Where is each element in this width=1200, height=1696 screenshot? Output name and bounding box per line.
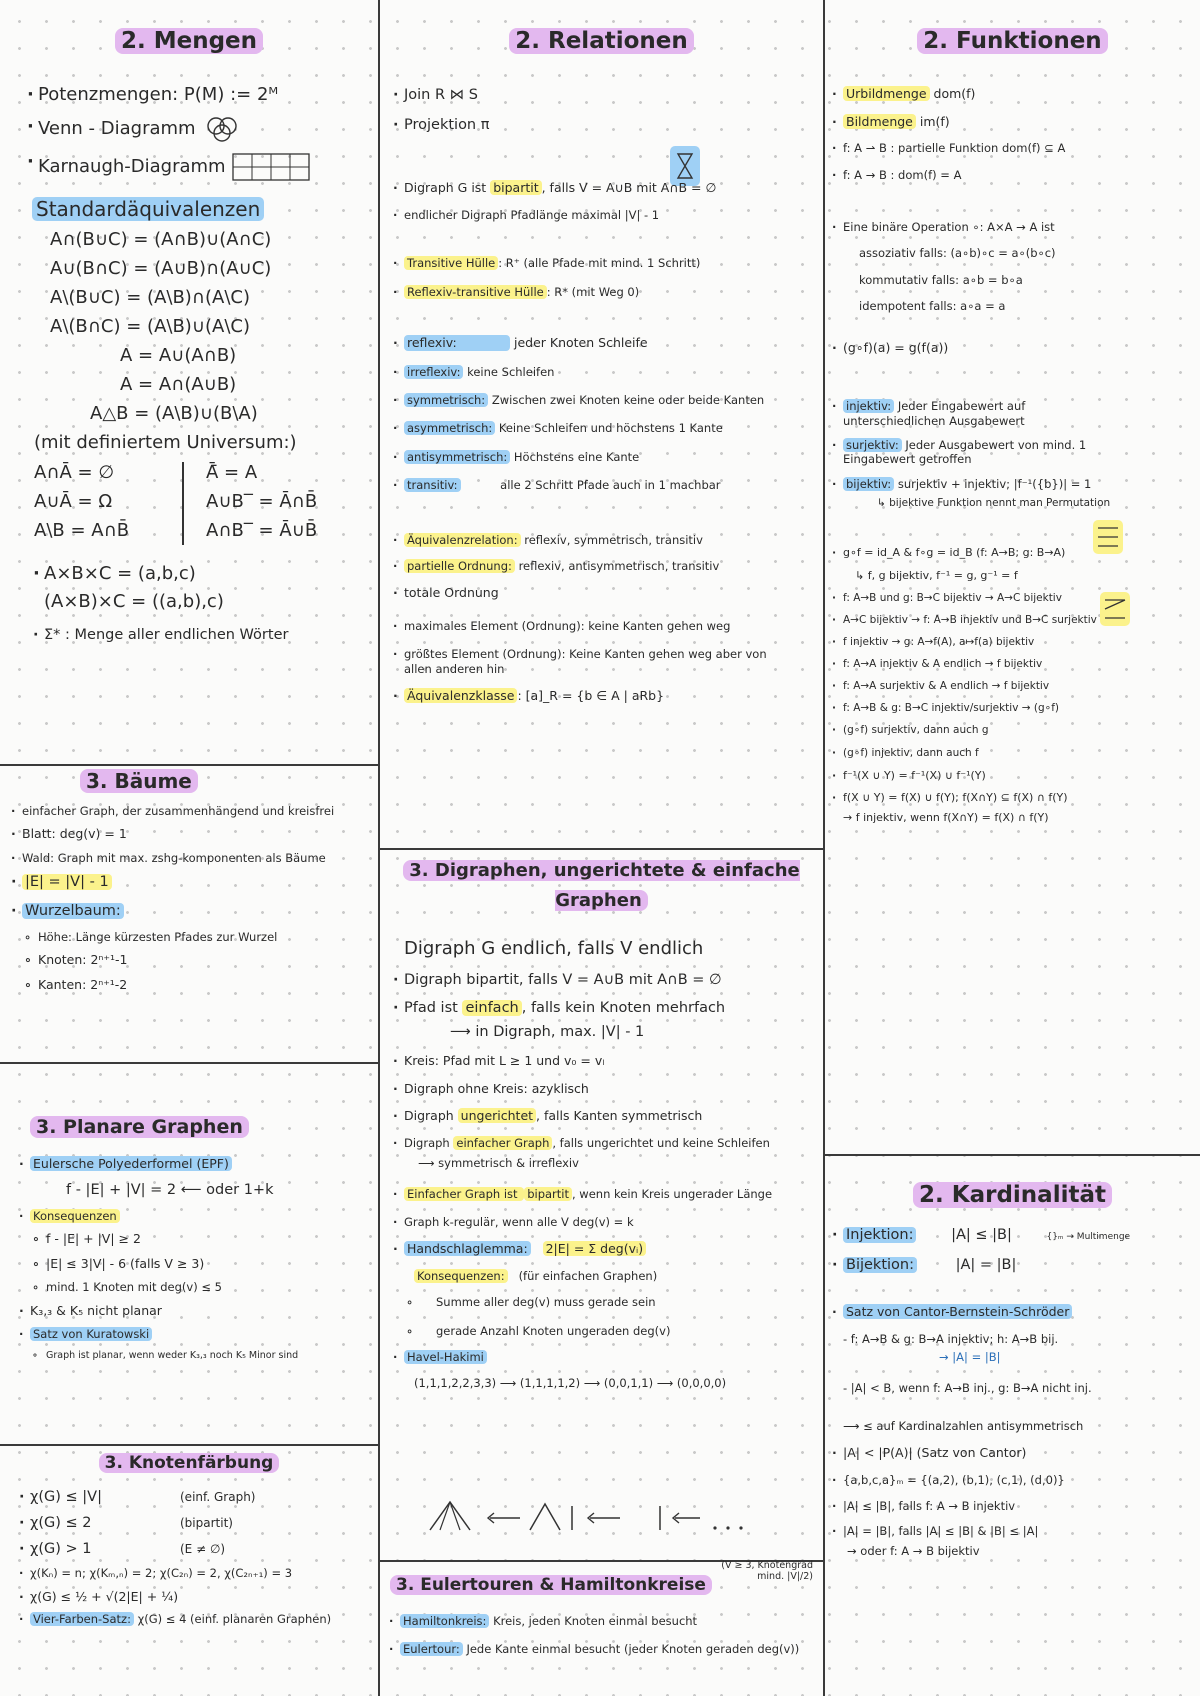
item-op-property: idempotent falls: a∘a = a (859, 299, 1006, 314)
item-einfacher-graph: · Digraph einfacher Graph , falls ungerichtet und keine Schleifen (390, 1136, 823, 1150)
item-join: · Join R ⋈ S (390, 86, 823, 104)
item-kuratowski-sub: ∘ Graph ist planar, wenn weder K₃,₃ noch K₅ Minor sind (16, 1350, 378, 1362)
item-antisymmetrisch: ⟶ ≤ auf Kardinalzahlen antisymmetrisch (843, 1419, 1084, 1433)
section-title: 3. Bäume (0, 766, 378, 796)
item-blatt: · Blatt: deg(v) = 1 (8, 826, 378, 842)
item-kanten-anzahl: · |E| = |V| - 1 (8, 873, 378, 891)
item-wurzelbaum: · Wurzelbaum: (8, 902, 378, 920)
item-konsequenz: ∘ |E| ≤ 3|V| - 6 (falls V ≥ 3) (16, 1256, 378, 1272)
item-projektion: · Projektion π (390, 116, 823, 134)
item-rule: ↳ f, g bijektiv, f⁻¹ = g, g⁻¹ = f (855, 568, 1018, 582)
relation-properties (380, 335, 823, 493)
item-k33-k5: · K₃,₃ & K₅ nicht planar (16, 1303, 378, 1319)
item-property: · irreflexiv: keine Schleifen (390, 365, 823, 379)
universe-right-row: A∪B‾ = Ā∩B̄ (206, 490, 318, 512)
item-tuple: (A×B)×C = ((a,b),c) (44, 591, 224, 612)
item-konsequenz: ∘ f - |E| + |V| ≥ 2 (16, 1231, 378, 1247)
item-konsequenz: ∘ Summe aller deg(v) muss gerade sein (390, 1295, 823, 1309)
item-digraph-bipartit: · Digraph G ist bipartit , falls V = A∪B mit A∩B = ∅ (390, 180, 823, 196)
item-vierfarben: · Vier-Farben-Satz: χ(G) ≤ 4 (einf. planaren Graphen) (16, 1612, 378, 1626)
item-bipartit: · Digraph bipartit, falls V = A∪B mit A∩B = ∅ (390, 971, 823, 989)
item-property: · reflexiv: jeder Knoten Schleife (390, 335, 823, 351)
item-rule: · (g∘f) surjektiv, dann auch g (829, 724, 1200, 737)
item-bijektiv: · bijektiv: surjektiv + injektiv; |f⁻¹({b})| = 1 (829, 477, 1200, 491)
equivalence-row: A\(B∩C) = (A\B)∪(A\C) (50, 315, 250, 337)
item-injektion: · Injektion: |A| ≤ |B| {}ₘ → Multimenge (829, 1226, 1200, 1244)
item-rule: · (g∘f) injektiv, dann auch f (829, 747, 1200, 760)
item-gleich-sub: → oder f: A → B bijektiv (847, 1544, 980, 1559)
item-epf: · Eulersche Polyederformel (EPF) (16, 1156, 378, 1172)
item-maximales-element: · maximales Element (Ordnung): keine Kanten gehen weg (390, 619, 823, 633)
section-mengen (0, 26, 378, 654)
item-azyklisch: · Digraph ohne Kreis: azyklisch (390, 1081, 823, 1097)
universe-left-row: A∪Ā = Ω (34, 490, 113, 512)
item-wald: · Wald: Graph mit max. zshg-komponenten als Bäume (8, 851, 378, 865)
item-konsequenzen: Konsequenzen: (für einfachen Graphen) (390, 1269, 823, 1283)
item-kleiner: - |A| < B, wenn f: A→B inj., g: B→A nicht inj. (843, 1380, 1092, 1395)
item-bildmenge: · Bildmenge im(f) (829, 114, 1200, 130)
item-baum-def: · einfacher Graph, der zusammenhängend und kreisfrei (8, 804, 378, 818)
item-permutation: ↳ bijektive Funktion nennt man Permutation (877, 497, 1111, 509)
item-bijektion: · Bijektion: |A| = |B| (829, 1256, 1200, 1274)
item-havel-hakimi: · Havel-Hakimi (390, 1350, 823, 1364)
item-multimenge: · {a,b,c,a}ₘ = {(a,2), (b,1), (c,1), (d,0)} (829, 1473, 1200, 1487)
item-surjektiv: · surjektiv: Jeder Ausgabewert von mind. 1 Eingabewert getroffen (829, 438, 1200, 467)
equivalence-row: A∪(B∩C) = (A∪B)∩(A∪C) (50, 257, 272, 279)
section-baeume (0, 766, 378, 1001)
item-totale-ordnung: · totale Ordnung (390, 585, 823, 601)
item-knoten: ∘ Knoten: 2ⁿ⁺¹-1 (8, 952, 378, 968)
equivalence-row: A = A∪(A∩B) (120, 344, 237, 366)
section-title: 2. Kardinalität (825, 1180, 1200, 1210)
item-bipartit-kreis: · Einfacher Graph ist bipartit , wenn kein Kreis ungerader Länge (390, 1187, 823, 1201)
section-title: 3. Knotenfärbung (0, 1448, 378, 1478)
item-rule: · f: A→A injektiv & A endlich → f bijektiv (829, 658, 1200, 671)
item-rule: → f injektiv, wenn f(X∩Y) = f(X) ∩ f(Y) (843, 811, 1049, 825)
column-left (0, 0, 378, 1696)
item-satz-von-cantor: · |A| < |P(A)| (Satz von Cantor) (829, 1445, 1200, 1461)
section-title: 3. Eulertouren & Hamiltonkreise (380, 1570, 823, 1600)
universe-table (0, 462, 378, 545)
item-aequivalenzrelation: · Äquivalenzrelation: reflexiv, symmetrisch, transitiv (390, 533, 823, 547)
section-relationen (380, 26, 823, 713)
header-standardaequivalenzen: Standardäquivalenzen (32, 197, 378, 221)
section-euler (380, 1560, 823, 1665)
equivalence-row: A\(B∪C) = (A\B)∩(A\C) (50, 286, 250, 308)
item-endlich: Digraph G endlich, falls V endlich (404, 938, 704, 959)
item-totale-funktion: · f: A → B : dom(f) = A (829, 168, 1200, 182)
item-rule: · f: A→A surjektiv & A endlich → f bijektiv (829, 680, 1200, 693)
item-konsequenz: ∘ mind. 1 Knoten mit deg(v) ≤ 5 (16, 1280, 378, 1294)
havel-hakimi-sketch (420, 1496, 750, 1536)
item-kuratowski: · Satz von Kuratowski (16, 1327, 378, 1341)
equivalence-row: A△B = (A\B)∪(B\A) (90, 402, 258, 424)
item-rule: · A→C bijektiv → f: A→B injektiv und B→C surjektiv (829, 614, 1200, 627)
item-rule: · g∘f = id_A & f∘g = id_B (f: A→B; g: B→A) (829, 546, 1200, 560)
item-komposition: · (g∘f)(a) = g(f(a)) (829, 340, 1200, 356)
column-middle (380, 0, 823, 1696)
universe-right-row: A∩B‾ = Ā∪B̄ (206, 519, 318, 541)
section-funktionen (825, 26, 1200, 833)
section-kardinal (825, 1180, 1200, 1567)
equivalence-list (0, 229, 378, 424)
equivalence-row: A = A∩(A∪B) (120, 373, 237, 395)
item-property: · antisymmetrisch: Höchstens eine Kante (390, 450, 823, 464)
item-hoehe: ∘ Höhe: Länge kürzesten Pfades zur Wurzel (8, 930, 378, 944)
item-property: · symmetrisch: Zwischen zwei Knoten keine oder beide Kanten (390, 393, 823, 407)
section-title: 2. Funktionen (825, 26, 1200, 56)
item-rule: · f: A→B und g: B→C bijektiv → A→C bijektiv (829, 592, 1200, 605)
item-injektiv: · injektiv: Jeder Eingabewert auf unterschiedlichen Ausgabewert (829, 399, 1200, 428)
item-kreis: · Kreis: Pfad mit L ≥ 1 und v₀ = vₗ (390, 1053, 823, 1069)
item-op-property: assoziativ falls: (a∘b)∘c = a∘(b∘c) (859, 246, 1056, 261)
item-chromatic: · χ(G) ≤ 2 (bipartit) (16, 1514, 378, 1532)
venn-diagram-icon (201, 116, 247, 142)
section-title: 2. Mengen (0, 26, 378, 56)
item-kleiner-gleich: · |A| ≤ |B|, falls f: A → B injektiv (829, 1499, 1200, 1513)
section-title: 3. Planare Graphen (0, 1112, 378, 1142)
universe-left-row: A∩Ā = ∅ (34, 461, 115, 483)
item-aequivalenzklasse: · Äquivalenzklasse : [a]_R = {b ∈ A | aRb} (390, 688, 823, 704)
item-chromatic-bound: · χ(G) ≤ ½ + √(2|E| + ¼) (16, 1589, 378, 1605)
item-property: · transitiv: alle 2 Schritt Pfade auch in 1 machbar (390, 478, 823, 492)
item-kanten: ∘ Kanten: 2ⁿ⁺¹-2 (8, 977, 378, 993)
column-right (825, 0, 1200, 1696)
item-cantor-result: → |A| = |B| (939, 1350, 1001, 1365)
item-urbildmenge: · Urbildmenge dom(f) (829, 86, 1200, 102)
item-rule: · f(X ∪ Y) = f(X) ∪ f(Y); f(X∩Y) ⊆ f(X) ∩ f(Y) (829, 791, 1200, 805)
item-ungerichtet: · Digraph ungerichtet , falls Kanten symmetrisch (390, 1108, 823, 1124)
item-k-regulaer: · Graph k-regulär, wenn alle V deg(v) = k (390, 1215, 823, 1229)
item-cantor-bernstein: · Satz von Cantor-Bernstein-Schröder (829, 1304, 1200, 1320)
item-chromatic: · χ(G) ≤ |V| (einf. Graph) (16, 1488, 378, 1506)
item-einfacher-graph-sub: ⟶ symmetrisch & irreflexiv (418, 1156, 579, 1171)
item-rule: · f: A→B & g: B→C injektiv/surjektiv → (g∘f) (829, 702, 1200, 715)
item-partielle-funktion: · f: A ⇀ B : partielle Funktion dom(f) ⊆ A (829, 141, 1200, 155)
item-potenzmengen: · Potenzmengen: P(M) := 2ᴹ (24, 84, 378, 107)
item-handschlaglemma: · Handschlaglemma: 2|E| = Σ deg(vᵢ) (390, 1241, 823, 1257)
item-chromatic-special: · χ(Kₙ) = n; χ(Kₘ,ₙ) = 2; χ(C₂ₙ) = 2, χ(C₂ₙ₊₁) = 3 (16, 1566, 378, 1580)
item-pfad-einfach: · Pfad ist einfach , falls kein Knoten mehrfach (390, 999, 823, 1017)
section-title: 2. Relationen (380, 26, 823, 56)
universe-note: (mit definiertem Universum:) (34, 431, 297, 453)
item-epf-formula: f - |E| + |V| = 2 ⟵ oder 1+k (66, 1181, 274, 1198)
item-pfadlaenge: · endlicher Digraph Pfadlänge maximal |V| - 1 (390, 208, 823, 222)
section-planar (0, 1112, 378, 1370)
item-chromatic: · χ(G) > 1 (E ≠ ∅) (16, 1540, 378, 1558)
item-venn: · Venn - Diagramm (24, 116, 378, 142)
item-op-property: kommutativ falls: a∘b = b∘a (859, 272, 1023, 287)
item-binaere-operation: · Eine binäre Operation ∘: A×A → A ist (829, 220, 1200, 234)
item-transitive-huelle: · Transitive Hülle : R⁺ (alle Pfade mit mind. 1 Schritt) (390, 256, 823, 270)
item-rule: · f⁻¹(X ∪ Y) = f⁻¹(X) ∪ f⁻¹(Y) (829, 769, 1200, 783)
item-konsequenzen: · Konsequenzen (16, 1209, 378, 1223)
universe-left-row: A\B = A∩B̄ (34, 519, 130, 541)
item-havel-sequence: (1,1,1,2,2,3,3) ⟶ (1,1,1,1,2) ⟶ (0,0,1,1) ⟶ (0,0,0,0) (414, 1376, 727, 1391)
section-faerbung (0, 1448, 378, 1635)
function-rules (825, 546, 1200, 825)
item-tuple: · A×B×C = (a,b,c) (30, 563, 378, 586)
section-digraphen (380, 856, 823, 1399)
equivalence-row: A∩(B∪C) = (A∩B)∪(A∩C) (50, 228, 272, 250)
section-title: 3. Digraphen, ungerichtete & einfache Graphen (380, 856, 823, 916)
item-rule: · f injektiv → g: A→f(A), a↦f(a) bijektiv (829, 636, 1200, 649)
item-eulertour: · Eulertour: Jede Kante einmal besucht (jeder Knoten geraden deg(v)) (386, 1642, 823, 1656)
item-pfad-max: ⟶ in Digraph, max. |V| - 1 (450, 1023, 645, 1040)
item-karnaugh: · Karnaugh-Diagramm (24, 151, 378, 183)
euler-condition-note: (V ≥ 3, Knotengrad mind. |V|/2) (721, 1560, 813, 1582)
item-groesstes-element: · größtes Element (Ordnung): Keine Kanten gehen weg aber von allen anderen hin (390, 647, 823, 676)
item-sigma: · Σ* : Menge aller endlichen Wörter (30, 626, 378, 644)
item-reflexiv-transitive-huelle: · Reflexiv-transitive Hülle : R* (mit Weg 0) (390, 285, 823, 299)
item-hamiltonkreis: · Hamiltonkreis: Kreis, jeden Knoten einmal besucht (386, 1614, 823, 1628)
item-partielle-ordnung: · partielle Ordnung: reflexiv, antisymmetrisch, transitiv (390, 559, 823, 573)
karnaugh-grid-icon (231, 151, 311, 183)
item-property: · asymmetrisch: Keine Schleifen und höchstens 1 Kante (390, 421, 823, 435)
item-gleich: · |A| = |B|, falls |A| ≤ |B| & |B| ≤ |A| (829, 1524, 1200, 1538)
item-konsequenz: ∘ gerade Anzahl Knoten ungeraden deg(v) (390, 1324, 823, 1338)
universe-right-row: Ā̄ = A (206, 461, 258, 483)
item-cantor-text: - f: A→B & g: B→A injektiv; h: A→B bij. (843, 1331, 1059, 1346)
